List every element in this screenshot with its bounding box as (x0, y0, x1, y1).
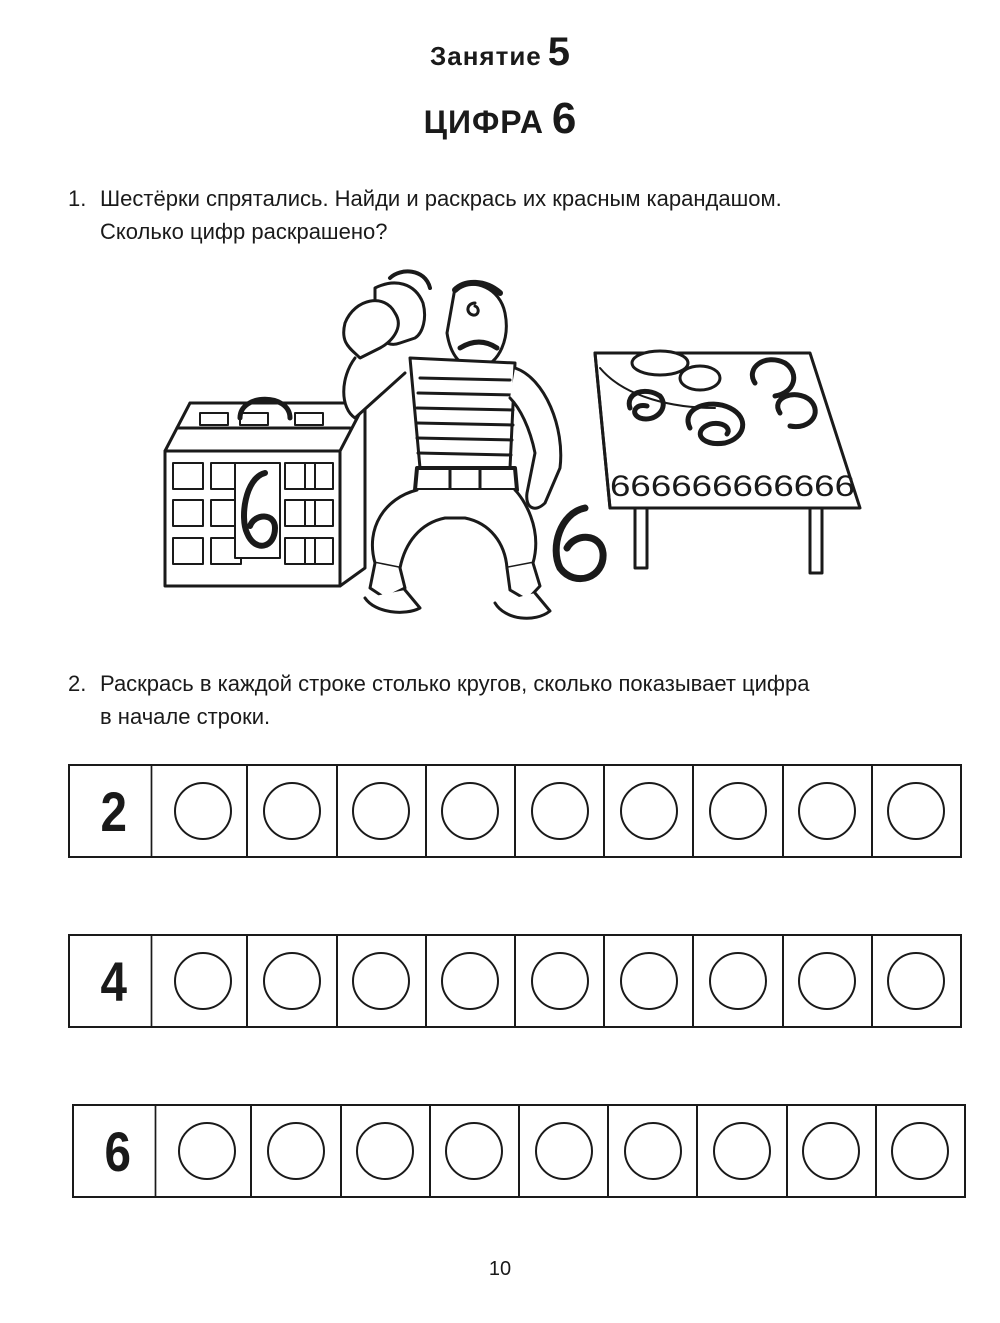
lesson-title (0, 30, 1000, 75)
circle-to-color[interactable] (620, 782, 678, 840)
circle-cell (520, 1106, 609, 1196)
circle-cell (788, 1106, 877, 1196)
circle-to-color[interactable] (263, 952, 321, 1010)
digit-number: 6 (551, 94, 577, 143)
circle-to-color[interactable] (263, 782, 321, 840)
circle-to-color[interactable] (624, 1122, 682, 1180)
digit-title (0, 94, 1000, 144)
circle-to-color[interactable] (531, 952, 589, 1010)
illustration (155, 268, 865, 640)
circle-to-color[interactable] (887, 782, 945, 840)
circle-to-color[interactable] (178, 1122, 236, 1180)
circle-cell (698, 1106, 787, 1196)
row-digit: 4 (77, 936, 153, 1026)
circle-to-color[interactable] (709, 782, 767, 840)
circle-to-color[interactable] (352, 952, 410, 1010)
circle-cell (248, 936, 337, 1026)
circle-to-color[interactable] (267, 1122, 325, 1180)
circle-cell (516, 766, 605, 856)
circle-row (68, 934, 962, 1028)
circle-cell (248, 766, 337, 856)
row-digit: 2 (77, 766, 153, 856)
circle-cell (342, 1106, 431, 1196)
circle-to-color[interactable] (445, 1122, 503, 1180)
circle-cell (252, 1106, 341, 1196)
page-number: 10 (488, 1258, 512, 1280)
circle-cell (784, 766, 873, 856)
lesson-number: 5 (547, 30, 571, 74)
circle-cell (427, 766, 516, 856)
task-2-line-2: в начале строки. (100, 704, 271, 729)
circle-to-color[interactable] (802, 1122, 860, 1180)
task-2-number: 2. (68, 671, 87, 696)
circle-row (68, 764, 962, 858)
circle-to-color[interactable] (798, 782, 856, 840)
circle-cell (605, 766, 694, 856)
task-2 (68, 667, 809, 733)
circle-cell (431, 1106, 520, 1196)
circle-to-color[interactable] (709, 952, 767, 1010)
circle-to-color[interactable] (352, 782, 410, 840)
circle-to-color[interactable] (535, 1122, 593, 1180)
circle-cell (159, 936, 248, 1026)
lesson-word: Занятие (429, 41, 542, 71)
task-2-line-1: Раскрась в каждой строке столько кругов, сколько показывает цифра (100, 671, 810, 696)
circle-to-color[interactable] (531, 782, 589, 840)
circle-to-color[interactable] (174, 782, 232, 840)
circle-to-color[interactable] (441, 952, 499, 1010)
circle-cell (873, 936, 960, 1026)
circle-to-color[interactable] (891, 1122, 949, 1180)
circle-to-color[interactable] (356, 1122, 414, 1180)
chest-icon (165, 399, 365, 586)
circle-cell (338, 936, 427, 1026)
circle-cell (609, 1106, 698, 1196)
circle-cell (694, 936, 783, 1026)
tablecloth-text: 666666666666 (610, 470, 855, 503)
circle-to-color[interactable] (798, 952, 856, 1010)
circle-to-color[interactable] (887, 952, 945, 1010)
circle-cell (784, 936, 873, 1026)
circle-cell (694, 766, 783, 856)
circle-cell (516, 936, 605, 1026)
circle-cell (427, 936, 516, 1026)
table-icon (595, 353, 860, 573)
circle-to-color[interactable] (713, 1122, 771, 1180)
task-1 (68, 182, 782, 248)
circle-cell (873, 766, 960, 856)
circle-to-color[interactable] (620, 952, 678, 1010)
circle-to-color[interactable] (441, 782, 499, 840)
task-1-line-2: Сколько цифр раскрашено? (100, 219, 388, 244)
circle-cell (605, 936, 694, 1026)
circle-row (72, 1104, 966, 1198)
task-1-number: 1. (68, 186, 87, 211)
circle-cell (338, 766, 427, 856)
strongman-icon (344, 271, 603, 618)
circle-to-color[interactable] (174, 952, 232, 1010)
row-digit: 6 (81, 1106, 157, 1196)
circle-cell (163, 1106, 252, 1196)
digit-word: ЦИФРА (423, 104, 544, 140)
circle-cell (877, 1106, 964, 1196)
circle-cell (159, 766, 248, 856)
task-1-line-1: Шестёрки спрятались. Найди и раскрась их красным карандашом. (100, 186, 782, 211)
